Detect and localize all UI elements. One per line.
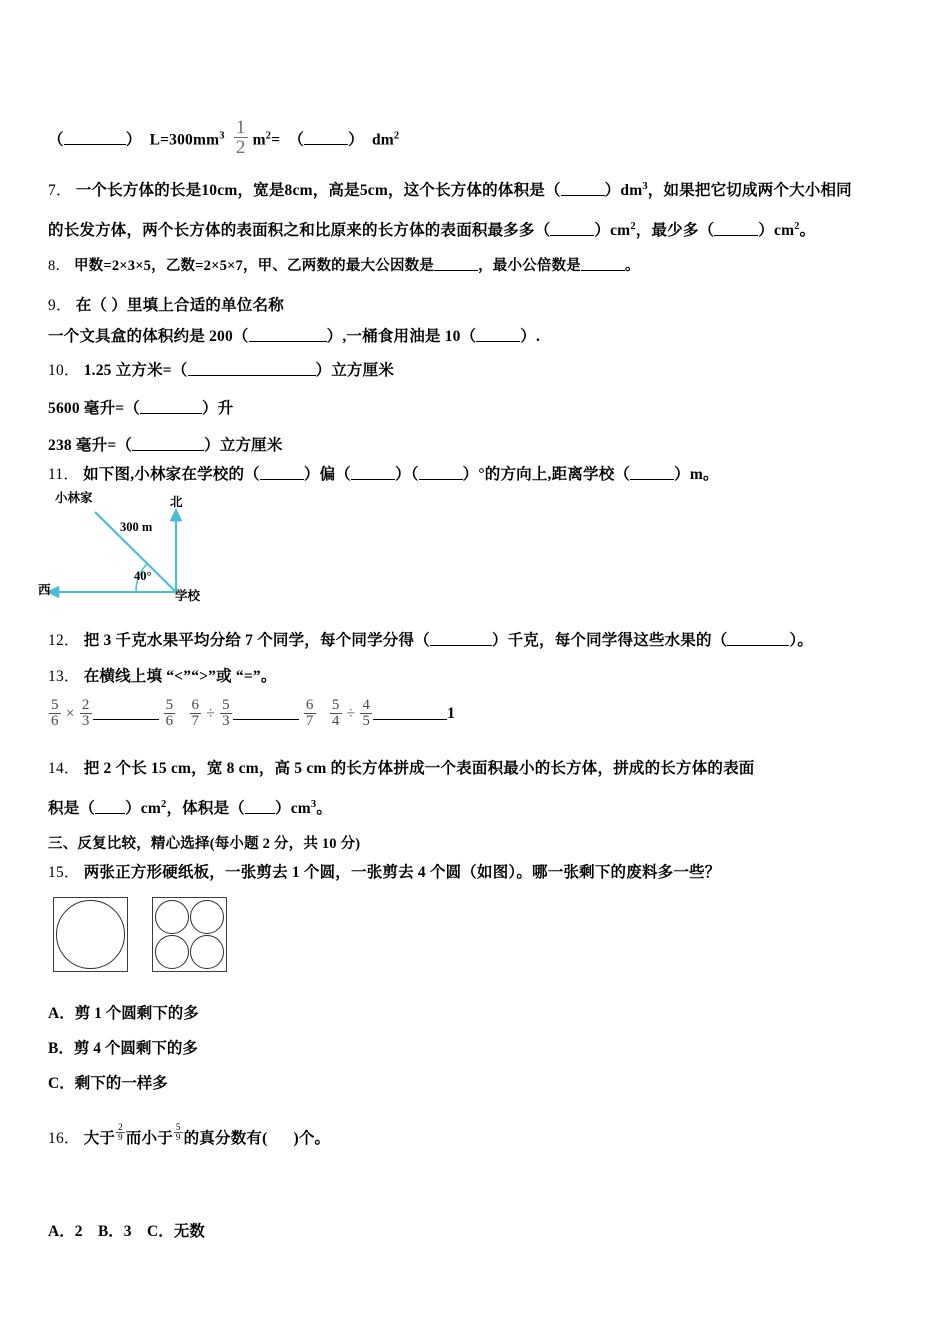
q6-fraction-numerator: 1 xyxy=(235,117,246,138)
q13-c1-operator: × xyxy=(65,705,75,723)
q6-fraction-denominator: 2 xyxy=(235,137,246,158)
q11-text-a: 如下图,小林家在学校的（ xyxy=(83,466,260,483)
q6-expr-1-sup: 3 xyxy=(219,130,225,142)
question-11-number: 11． xyxy=(48,466,80,483)
q13-c2-left-frac-1: $\frac{6}{7}$ xyxy=(191,697,200,729)
q10-text-b: ）立方厘米 xyxy=(315,362,395,379)
question-10-number: 10． xyxy=(48,362,80,379)
q11-blank-2[interactable] xyxy=(351,479,395,480)
q16-option-c[interactable] xyxy=(147,1223,205,1240)
q10-text-d: ）升 xyxy=(202,400,234,417)
q16-text-c: 的真分数有( xyxy=(183,1130,268,1148)
option-b-label: 剪 4 个圆剩下的多 xyxy=(73,1040,198,1057)
question-8 xyxy=(48,259,640,275)
q14-text-b: ）cm xyxy=(125,800,162,817)
q13-c1-left-frac-1: $\frac{5}{6}$ xyxy=(51,697,59,729)
question-14-number: 14． xyxy=(48,760,80,777)
q16-fraction-upper: $\frac{5}{9}$ xyxy=(175,1122,181,1142)
q13-c3-left-frac-2: $\frac{4}{5}$ xyxy=(362,697,371,729)
q14-text-d: ）cm xyxy=(275,800,311,817)
q10-blank-2[interactable] xyxy=(140,413,202,414)
q6-expr-1: L=300mm xyxy=(149,131,220,149)
q16-option-b-label: 3 xyxy=(123,1223,132,1240)
diagram-label-school: 学校 xyxy=(175,589,201,603)
inscribed-circle xyxy=(56,900,125,969)
q6-open-paren-2: （ xyxy=(288,131,305,149)
question-6-tail xyxy=(48,118,399,157)
question-8-number: 8． xyxy=(48,258,71,274)
direction-diagram xyxy=(30,490,290,615)
q8-text-c: 。 xyxy=(624,258,640,274)
q16-option-b-key: B． xyxy=(97,1223,124,1240)
q11-blank-1[interactable] xyxy=(260,479,304,480)
section-3-heading: 三、反复比较，精心选择(每小题 2 分，共 10 分) xyxy=(48,836,361,852)
q7-line2-e: 。 xyxy=(799,222,816,239)
q8-text-b: ，最小公倍数是 xyxy=(478,258,581,274)
question-7-number: 7． xyxy=(48,182,72,199)
question-12-number: 12． xyxy=(48,632,80,649)
option-c-label: 剩下的一样多 xyxy=(74,1075,168,1092)
figure-square-four-circles xyxy=(152,897,227,972)
diagram-label-north: 北 xyxy=(170,495,183,509)
question-15-number: 15． xyxy=(48,864,80,881)
q13-c1-left-frac-2: $\frac{2}{3}$ xyxy=(81,697,90,729)
question-16-text xyxy=(48,1123,330,1147)
q9-instruction: 在（ ）里填上合适的单位名称 xyxy=(75,297,284,314)
q9-blank-2[interactable] xyxy=(476,341,520,342)
figure-square-one-circle xyxy=(53,897,128,972)
q14-text-e: 。 xyxy=(316,800,333,817)
q13-c2-right-frac: $\frac{6}{7}$ xyxy=(305,697,314,729)
q6-blank-1[interactable] xyxy=(64,144,126,145)
q10-text-c: 5600 毫升=（ xyxy=(48,400,141,417)
q12-text-a: 把 3 千克水果平均分给 7 个同学，每个同学分得（ xyxy=(83,632,430,649)
question-15-option-c[interactable] xyxy=(48,1071,168,1093)
q6-open-paren: （ xyxy=(48,131,64,149)
q16-fraction-lower: $\frac{2}{9}$ xyxy=(118,1122,123,1142)
q15-question-text: 两张正方形硬纸板，一张剪去 1 个圆，一张剪去 4 个圆（如图）。哪一张剩下的废料多一些？ xyxy=(83,864,721,881)
q16-option-a-label: 2 xyxy=(74,1223,83,1240)
q7-sup-2: 2 xyxy=(630,220,636,232)
diagram-label-angle: 40° xyxy=(134,569,152,583)
q13-c1-right-frac: $\frac{5}{6}$ xyxy=(165,697,174,729)
q6-close-paren-2: ） xyxy=(348,131,364,149)
q13-c2-operator: ÷ xyxy=(206,705,216,723)
q16-text-d: )个。 xyxy=(293,1130,331,1148)
diagram-label-distance: 300 m xyxy=(120,520,153,534)
q16-option-b[interactable] xyxy=(98,1223,132,1240)
q14-sup-2: 3 xyxy=(310,798,317,810)
q10-text-a: 1.25 立方米=（ xyxy=(83,362,188,379)
q14-blank-1[interactable] xyxy=(95,813,125,814)
q7-text-d: ，这个长方体的体积是（ xyxy=(387,182,561,199)
q7-length: 10cm xyxy=(201,182,238,199)
q7-line2-d: ）cm xyxy=(758,222,795,239)
q16-text-b: 而小于 xyxy=(125,1130,173,1148)
question-15-option-b[interactable] xyxy=(48,1036,198,1058)
q9-blank-1[interactable] xyxy=(249,341,327,342)
q13-c3-right-value: 1 xyxy=(447,705,456,723)
q6-close-paren: ） xyxy=(125,131,142,149)
q16-option-c-label: 无数 xyxy=(173,1223,205,1240)
question-15-text xyxy=(48,864,720,881)
q7-blank-1[interactable] xyxy=(561,195,605,196)
q7-line2-b: ）cm xyxy=(594,222,631,239)
option-a-key: A． xyxy=(48,1005,75,1022)
q12-blank-2[interactable] xyxy=(727,645,789,646)
q14-text-line-1: 把 2 个长 15 cm，宽 8 cm，高 5 cm 的长方体拼成一个表面积最小的长方体，拼成的长方体的表面 xyxy=(83,760,755,777)
option-c-key: C． xyxy=(48,1075,75,1092)
q11-text-b: ）偏（ xyxy=(303,466,351,483)
q10-text-e: 238 毫升=（ xyxy=(48,437,133,454)
question-11-text xyxy=(48,466,719,483)
q14-text-a: 积是（ xyxy=(48,800,96,817)
q11-text-d: ）°的方向上,距离学校（ xyxy=(462,466,631,483)
q10-blank-1[interactable] xyxy=(188,375,316,376)
q7-sup-1: 3 xyxy=(642,180,648,192)
q10-blank-3[interactable] xyxy=(132,450,204,451)
q7-line2-c: ，最少多（ xyxy=(635,222,715,239)
inscribed-circle-1 xyxy=(155,900,189,934)
inscribed-circle-3 xyxy=(155,935,189,969)
diagram-label-west: 西 xyxy=(38,583,51,597)
q16-option-a-key: A． xyxy=(48,1223,75,1240)
question-14-line-1 xyxy=(48,760,755,777)
option-b-key: B． xyxy=(48,1040,74,1057)
question-12 xyxy=(48,632,813,649)
q7-line2-a: 的长发方体，两个长方体的表面积之和比原来的长方体的表面积最多多（ xyxy=(48,222,551,239)
q14-text-c: ，体积是（ xyxy=(166,800,245,817)
q7-blank-3[interactable] xyxy=(714,235,758,236)
question-9-number: 9． xyxy=(48,297,72,314)
q6-unit-1: m xyxy=(252,131,266,149)
q8-blank-2[interactable] xyxy=(581,270,625,271)
q13-blank-2[interactable] xyxy=(233,719,299,720)
question-9-line-2 xyxy=(48,328,540,345)
q6-unit-2: dm xyxy=(371,131,394,149)
q13-blank-3[interactable] xyxy=(373,719,447,720)
q10-text-f: ）立方厘米 xyxy=(204,437,283,454)
q9-text-b: ）,一桶食用油是 10（ xyxy=(326,328,477,345)
q13-blank-1[interactable] xyxy=(93,719,159,720)
q7-blank-2[interactable] xyxy=(550,235,594,236)
question-13-instruction xyxy=(48,668,277,685)
question-10-line-1 xyxy=(48,362,394,379)
q16-option-a[interactable] xyxy=(48,1223,82,1240)
q8-text-a: 甲数=2×3×5，乙数=2×5×7，甲、乙两数的最大公因数是 xyxy=(73,258,435,274)
q13-c2-left-frac-2: $\frac{5}{3}$ xyxy=(222,697,230,729)
q7-text-e: ）dm xyxy=(604,182,643,199)
question-15-option-a[interactable] xyxy=(48,1001,199,1023)
q7-width: 8cm xyxy=(284,182,313,199)
question-10-line-3 xyxy=(48,437,283,454)
q16-text-a: 大于 xyxy=(83,1130,116,1148)
inscribed-circle-2 xyxy=(190,900,224,934)
q16-option-c-key: C． xyxy=(147,1223,174,1240)
question-16-options xyxy=(48,1219,205,1241)
diagram-label-home: 小林家 xyxy=(55,491,93,505)
q12-text-b: ）千克，每个同学得这些水果的（ xyxy=(491,632,728,649)
question-14-line-2 xyxy=(48,800,332,817)
q7-text-b: ，宽是 xyxy=(237,182,285,199)
q7-text-f: ，如果把它切成两个大小相同 xyxy=(647,182,852,199)
direction-diagram-svg xyxy=(30,490,290,615)
q9-text-a: 一个文具盒的体积约是 200（ xyxy=(48,328,249,345)
q14-sup-1: 2 xyxy=(161,798,167,810)
q11-text-e: ）m。 xyxy=(674,466,719,483)
q11-blank-3[interactable] xyxy=(419,479,463,480)
q14-blank-2[interactable] xyxy=(245,813,275,814)
q13-c3-operator: ÷ xyxy=(346,705,356,723)
question-13-number: 13． xyxy=(48,668,80,685)
question-10-line-2 xyxy=(48,400,233,417)
q12-blank-1[interactable] xyxy=(430,645,492,646)
q7-text-a: 一个长方体的长是 xyxy=(75,182,202,199)
question-7-line-2 xyxy=(48,222,815,239)
option-a-label: 剪 1 个圆剩下的多 xyxy=(74,1005,199,1022)
q7-sup-3: 2 xyxy=(794,220,800,232)
q13-instruction-text: 在横线上填 “<”“>”或 “=”。 xyxy=(83,668,277,685)
q6-equals: = xyxy=(271,131,281,149)
q11-text-c: ）（ xyxy=(395,466,419,483)
q6-unit-1-sup: 2 xyxy=(265,130,272,142)
q6-fraction-half xyxy=(234,118,248,157)
q12-text-c: ）。 xyxy=(789,632,814,649)
q11-blank-4[interactable] xyxy=(630,479,674,480)
q6-blank-2[interactable] xyxy=(304,144,348,145)
question-9-line-1 xyxy=(48,297,284,314)
inscribed-circle-4 xyxy=(190,935,224,969)
q8-blank-1[interactable] xyxy=(434,270,478,271)
q6-unit-2-sup: 2 xyxy=(393,130,400,142)
q7-height: 5cm xyxy=(359,182,388,199)
question-13-comparisons xyxy=(48,698,455,729)
question-16-number: 16． xyxy=(48,1130,80,1148)
q13-c3-left-frac-1: $\frac{5}{4}$ xyxy=(331,697,340,729)
q7-text-c: ，高是 xyxy=(312,182,360,199)
q9-text-c: ）. xyxy=(520,328,541,345)
question-7-line-1 xyxy=(48,182,852,199)
